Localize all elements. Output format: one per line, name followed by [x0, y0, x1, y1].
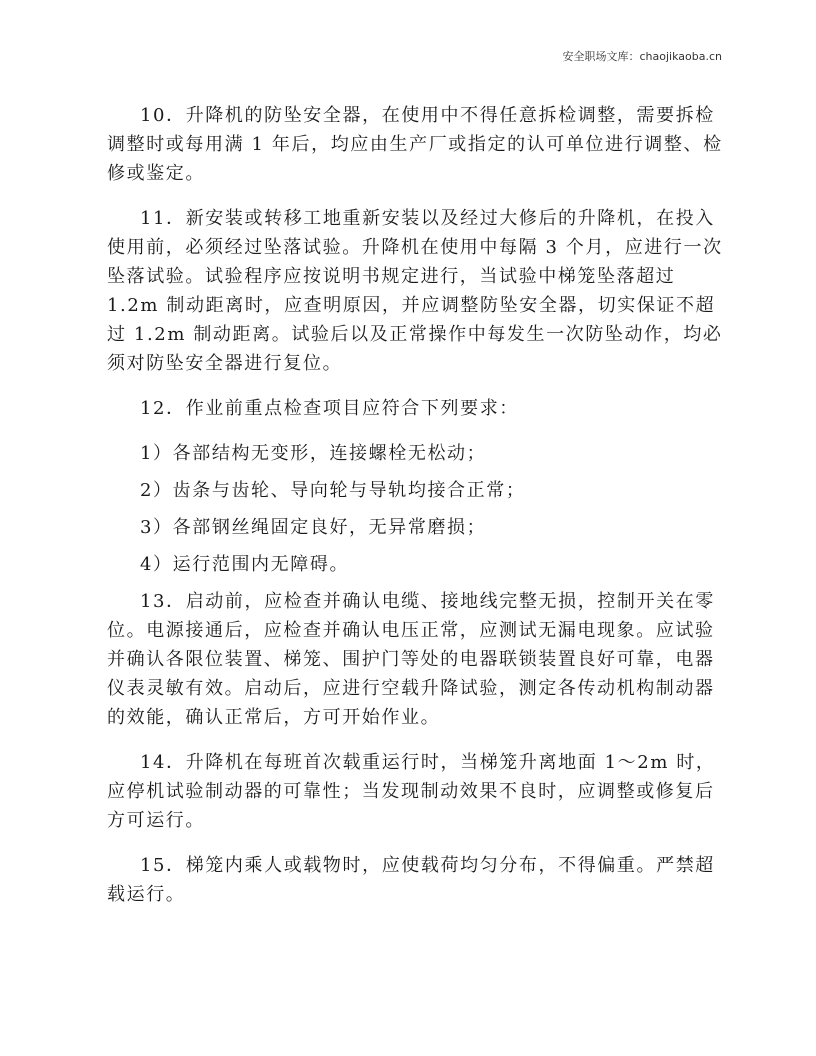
text-line: 载运行。	[107, 884, 186, 905]
text-line: 10．升降机的防坠安全器，在使用中不得任意拆检调整，需要拆检	[140, 105, 715, 126]
text-line: 调整时或每用满 1 年后，均应由生产厂或指定的认可单位进行调整、检	[107, 134, 723, 155]
paragraph	[107, 748, 747, 835]
text-line: 14．升降机在每班首次载重运行时，当梯笼升离地面 1～2m 时，	[140, 752, 716, 773]
text-line: 位。电源接通后，应检查并确认电压正常，应测试无漏电现象。应试验	[107, 620, 715, 641]
paragraph	[107, 394, 747, 423]
text-line: 13．启动前，应检查并确认电缆、接地线完整无损，控制开关在零	[140, 591, 715, 612]
list-item	[107, 513, 747, 542]
paragraph	[107, 587, 747, 732]
text-line: 15．梯笼内乘人或载物时，应使载荷均匀分布，不得偏重。严禁超	[140, 855, 715, 876]
list-item	[107, 439, 747, 468]
list-item	[107, 550, 747, 579]
list-item	[107, 476, 747, 505]
paragraph	[107, 204, 747, 378]
text-line: 应停机试验制动器的可靠性；当发现制动效果不良时，应调整或修复后	[107, 781, 715, 802]
text-line: 须对防坠安全器进行复位。	[107, 353, 343, 374]
text-line: 使用前，必须经过坠落试验。升降机在使用中每隔 3 个月，应进行一次	[107, 237, 723, 258]
text-line: 的效能，确认正常后，方可开始作业。	[107, 707, 441, 728]
text-line: 4）运行范围内无障碍。	[140, 554, 350, 575]
text-line: 仪表灵敏有效。启动后，应进行空载升降试验，测定各传动机构制动器	[107, 678, 715, 699]
text-line: 1）各部结构无变形，连接螺栓无松动；	[140, 443, 487, 464]
text-line: 2）齿条与齿轮、导向轮与导轨均接合正常；	[140, 480, 526, 501]
text-line: 3）各部钢丝绳固定良好，无异常磨损；	[140, 517, 487, 538]
text-line: 坠落试验。试验程序应按说明书规定进行，当试验中梯笼坠落超过	[107, 266, 676, 287]
text-line: 1.2m 制动距离时，应查明原因，并应调整防坠安全器，切实保证不超	[107, 295, 716, 316]
text-line: 并确认各限位装置、梯笼、围护门等处的电器联锁装置良好可靠，电器	[107, 649, 715, 670]
text-line: 方可运行。	[107, 810, 205, 831]
page-header: 安全职场文库：chaojikaoba.cn	[562, 50, 722, 63]
paragraph	[107, 851, 747, 909]
text-line: 修或鉴定。	[107, 163, 205, 184]
document-body	[107, 101, 747, 925]
text-line: 12．作业前重点检查项目应符合下列要求：	[140, 398, 519, 419]
text-line: 11．新安装或转移工地重新安装以及经过大修后的升降机，在投入	[140, 208, 715, 229]
paragraph	[107, 101, 747, 188]
text-line: 过 1.2m 制动距离。试验后以及正常操作中每发生一次防坠动作，均必	[107, 324, 723, 345]
